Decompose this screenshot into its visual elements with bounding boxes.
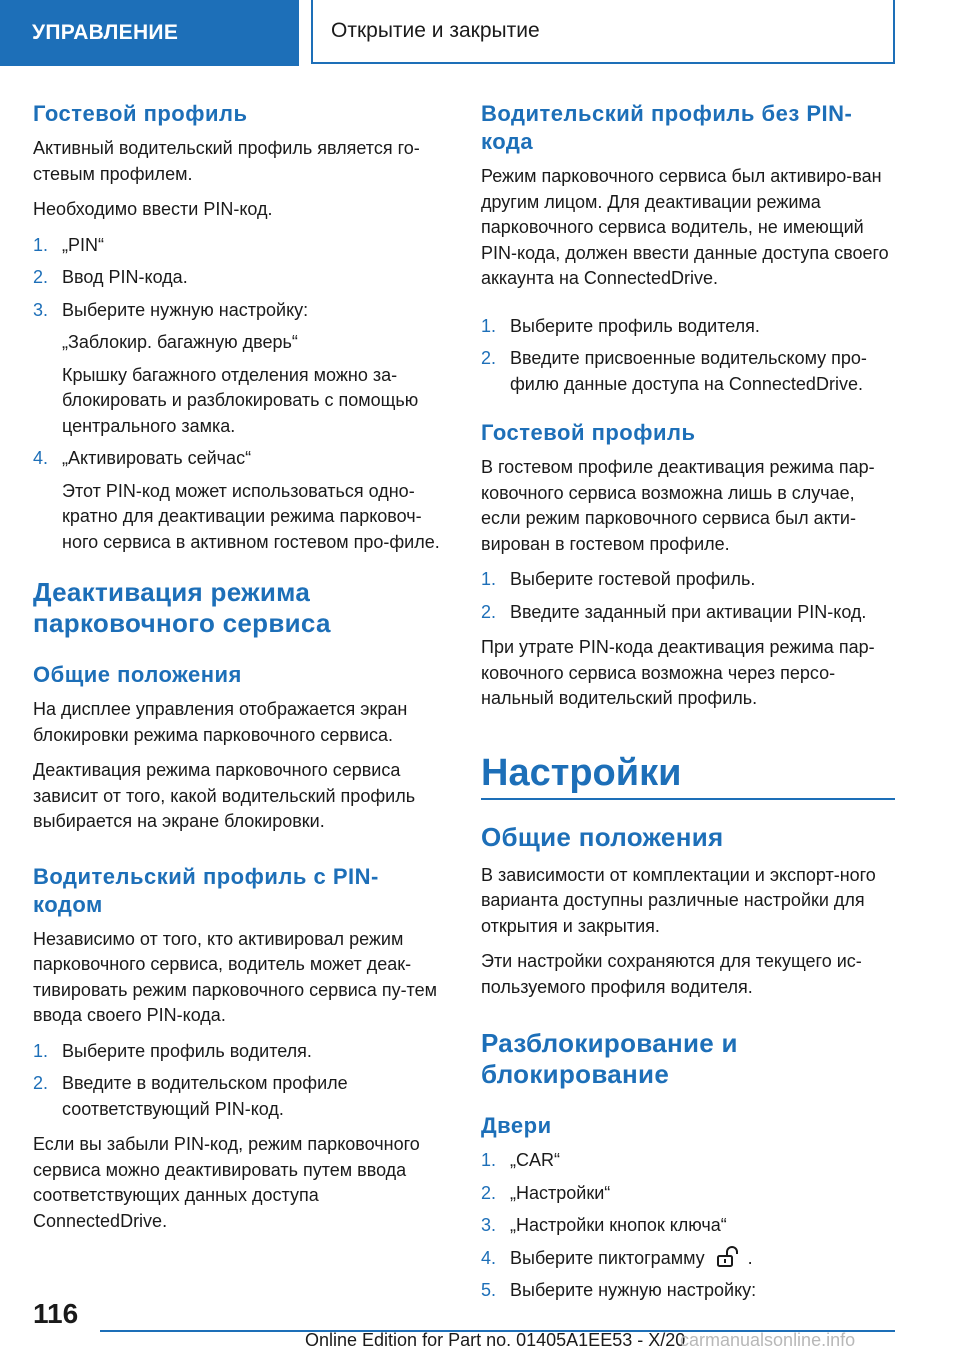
paragraph: Необходимо ввести PIN-код. — [33, 199, 273, 219]
heading-guest-profile-2: Гостевой профиль — [481, 420, 696, 445]
page-footer — [0, 1290, 960, 1362]
list-item — [33, 446, 445, 555]
step-number: 2. — [481, 348, 497, 368]
paragraph: Если вы забыли PIN-код, режим парковочного сервиса можно деактивировать путем ввода соответствующих данных доступа ConnectedDrive. — [33, 1134, 420, 1231]
heading-deactivation: Деактивация режима парковочного сервиса — [33, 577, 331, 638]
step-text: Введите в водительском профиле соответствующий PIN-код. — [62, 1073, 348, 1119]
paragraph: В гостевом профиле деактивация режима пар-ковочного сервиса возможна лишь в случае, если режим парковочного сервиса был акти-вирован в гостевом профиле. — [481, 457, 875, 554]
step-text: Выберите пиктограмму — [510, 1247, 705, 1268]
paragraph: Эти настройки сохраняются для текущего ис-пользуемого профиля водителя. — [481, 951, 862, 997]
step-number: 2. — [33, 1073, 49, 1093]
step-subtext: „Заблокир. багажную дверь“ — [62, 332, 298, 352]
list-item — [481, 567, 895, 593]
list-item — [481, 1246, 895, 1272]
unlock-icon — [714, 1246, 742, 1268]
heading-general-2: Общие положения — [481, 821, 724, 852]
list-item — [481, 1181, 895, 1207]
edition-text: Online Edition for Part no. 01405A1EE53 - X/20 — [305, 1330, 686, 1350]
list-item — [33, 265, 445, 291]
heading-profile-with-pin: Водительский профиль с PIN-кодом — [33, 863, 379, 917]
step-text: „PIN“ — [62, 234, 104, 255]
watermark: carmanualsonline.info — [680, 1330, 856, 1350]
heading-profile-without-pin: Водительский профиль без PIN-кода — [481, 101, 853, 154]
paragraph: На дисплее управления отображается экран блокировки режима парковочного сервиса. — [33, 699, 408, 745]
step-number: 4. — [33, 448, 49, 468]
step-number: 1. — [33, 234, 49, 255]
list-item — [481, 346, 895, 397]
list-item — [481, 600, 895, 626]
step-number: 1. — [481, 315, 497, 336]
step-number: 1. — [481, 569, 497, 589]
step-number: 5. — [481, 1280, 497, 1300]
steps-doors — [481, 1148, 895, 1304]
step-number: 2. — [481, 601, 497, 622]
paragraph: При утрате PIN-кода деактивация режима пар-ковочного сервиса возможна через персо-нальный водительский профиль. — [481, 637, 875, 708]
step-text: „CAR“ — [510, 1150, 560, 1170]
page-number: 116 — [33, 1298, 79, 1329]
paragraph: Деактивация режима парковочного сервиса зависит от того, какой водительский профиль выбирается на экране блокировки. — [33, 760, 416, 831]
step-number: 3. — [481, 1215, 497, 1235]
step-text: Выберите гостевой профиль. — [510, 569, 756, 589]
steps-guest-profile-2 — [481, 567, 895, 625]
heading-guest-profile: Гостевой профиль — [33, 101, 248, 126]
heading-unlock-lock: Разблокирование и блокирование — [481, 1028, 738, 1089]
right-column — [481, 100, 895, 1314]
step-number: 4. — [481, 1247, 497, 1268]
heading-doors: Двери — [481, 1113, 552, 1138]
paragraph: Независимо от того, кто активировал режим парковочного сервиса, водитель может деак-тивировать режим парковочного сервиса пу-тем ввода своего PIN-кода. — [33, 928, 437, 1025]
chapter-title: Открытие и закрытие — [311, 0, 895, 64]
section-title: УПРАВЛЕНИЕ — [0, 0, 299, 66]
paragraph: В зависимости от комплектации и экспорт-ного варианта доступны различные настройки для открытия и закрытия. — [481, 864, 876, 936]
step-text: Выберите нужную настройку: — [62, 299, 309, 320]
step-number: 3. — [33, 299, 49, 320]
list-item — [481, 1213, 895, 1239]
step-text: „Настройки кнопок ключа“ — [510, 1215, 727, 1235]
list-item — [33, 233, 445, 259]
step-text: Введите присвоенные водительскому про-филю данные доступа на ConnectedDrive. — [510, 348, 867, 394]
heading-general: Общие положения — [33, 662, 242, 687]
steps-profile-without-pin — [481, 314, 895, 398]
step-text: Ввод PIN-кода. — [62, 267, 188, 287]
list-item — [481, 314, 895, 340]
heading-settings: Настройки — [481, 750, 895, 800]
steps-profile-with-pin — [33, 1039, 445, 1123]
list-item — [33, 1039, 445, 1065]
page-header — [0, 0, 960, 66]
step-number: 2. — [481, 1182, 497, 1203]
step-text: „Активировать сейчас“ — [62, 448, 252, 468]
step-number: 1. — [33, 1040, 49, 1061]
step-suffix: . — [747, 1247, 753, 1268]
step-subtext: Этот PIN-код может использоваться одно-кратно для деактивации режима парковоч-ного сервиса в активном гостевом про-филе. — [62, 480, 440, 552]
step-number: 2. — [33, 267, 49, 287]
step-number: 1. — [481, 1150, 497, 1170]
step-subtext: Крышку багажного отделения можно за-блокировать и разблокировать с помощью центрального замка. — [62, 364, 419, 436]
list-item — [481, 1148, 895, 1174]
list-item — [33, 298, 445, 440]
step-text: Выберите нужную настройку: — [510, 1280, 757, 1300]
step-text: Выберите профиль водителя. — [510, 315, 760, 336]
paragraph: Активный водительский профиль является го-стевым профилем. — [33, 138, 420, 184]
step-text: Введите заданный при активации PIN-код. — [510, 601, 867, 622]
steps-guest-profile — [33, 233, 445, 556]
left-column — [33, 100, 445, 1244]
list-item — [33, 1071, 445, 1122]
paragraph: Режим парковочного сервиса был активиро-ван другим лицом. Для деактивации режима парковочного сервиса водитель, не имеющий PIN-кода, должен ввести данные доступа своего аккаунта на ConnectedDrive. — [481, 166, 889, 288]
step-text: „Настройки“ — [510, 1182, 611, 1203]
step-text: Выберите профиль водителя. — [62, 1040, 312, 1061]
